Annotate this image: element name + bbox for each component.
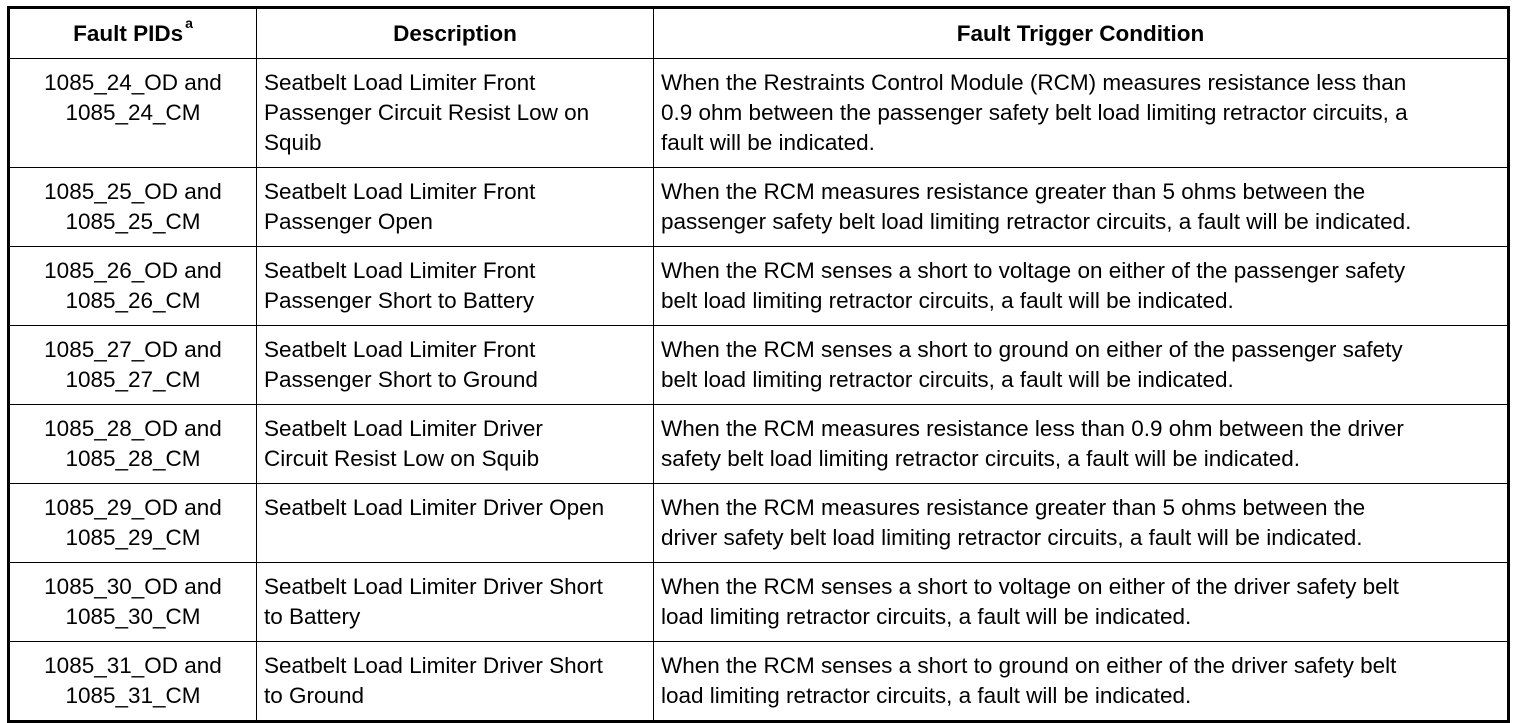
cell-trigger-condition (654, 326, 1509, 405)
cell-fault-pid (9, 484, 257, 563)
cell-fault-pid-line: 1085_31_OD and (44, 653, 222, 678)
table-row (9, 642, 1509, 722)
cell-fault-pid (9, 168, 257, 247)
table-row (9, 326, 1509, 405)
cell-trigger-condition-line: When the Restraints Control Module (RCM) measures resistance less than (661, 70, 1407, 95)
table-header (9, 8, 1509, 59)
cell-description (257, 59, 654, 168)
cell-trigger-condition-line: When the RCM measures resistance greater than 5 ohms between the (661, 495, 1366, 520)
cell-fault-pid-line: 1085_30_CM (65, 604, 201, 629)
cell-trigger-condition-line: 0.9 ohm between the passenger safety belt load limiting retractor circuits, a (661, 100, 1408, 125)
cell-description-line: Squib (264, 130, 322, 155)
cell-trigger-condition-line: belt load limiting retractor circuits, a fault will be indicated. (661, 288, 1234, 313)
cell-fault-pid-line: 1085_26_OD and (44, 258, 222, 283)
cell-trigger-condition (654, 59, 1509, 168)
cell-trigger-condition (654, 642, 1509, 722)
cell-fault-pid-line: 1085_28_CM (65, 446, 201, 471)
cell-trigger-condition-line: load limiting retractor circuits, a fault will be indicated. (661, 683, 1192, 708)
cell-fault-pid-line: 1085_30_OD and (44, 574, 222, 599)
header-fault-pids-label: Fault PIDs (73, 20, 184, 46)
cell-fault-pid-line: 1085_31_CM (65, 683, 201, 708)
cell-description-line: Passenger Circuit Resist Low on (264, 100, 590, 125)
cell-trigger-condition-line: fault will be indicated. (661, 130, 875, 155)
cell-description-line: Passenger Short to Ground (264, 367, 538, 392)
cell-description-line: Seatbelt Load Limiter Front (264, 337, 536, 362)
footnote-marker: a (185, 15, 193, 31)
cell-description (257, 484, 654, 563)
cell-description-line: Seatbelt Load Limiter Front (264, 258, 536, 283)
cell-trigger-condition (654, 168, 1509, 247)
cell-description (257, 642, 654, 722)
cell-fault-pid-line: 1085_29_OD and (44, 495, 222, 520)
cell-fault-pid (9, 247, 257, 326)
fault-pid-table (7, 6, 1510, 723)
cell-description-line: Seatbelt Load Limiter Front (264, 179, 536, 204)
table-row (9, 563, 1509, 642)
cell-fault-pid-line: 1085_27_OD and (44, 337, 222, 362)
cell-description (257, 405, 654, 484)
cell-trigger-condition (654, 563, 1509, 642)
cell-fault-pid-line: 1085_29_CM (65, 525, 201, 550)
cell-fault-pid-line: 1085_24_CM (65, 100, 201, 125)
cell-trigger-condition-line: driver safety belt load limiting retractor circuits, a fault will be indicated. (661, 525, 1363, 550)
cell-description-line: Passenger Short to Battery (264, 288, 535, 313)
cell-description-line: to Ground (264, 683, 365, 708)
cell-trigger-condition-line: belt load limiting retractor circuits, a fault will be indicated. (661, 367, 1234, 392)
cell-fault-pid-line: 1085_26_CM (65, 288, 201, 313)
cell-trigger-condition-line: When the RCM senses a short to ground on either of the driver safety belt (661, 653, 1397, 678)
cell-trigger-condition-line: When the RCM measures resistance greater than 5 ohms between the (661, 179, 1366, 204)
cell-trigger-condition-line: When the RCM senses a short to voltage on either of the passenger safety (661, 258, 1406, 283)
table-row (9, 168, 1509, 247)
cell-description-line: Seatbelt Load Limiter Driver Short (264, 574, 603, 599)
cell-fault-pid-line: 1085_27_CM (65, 367, 201, 392)
cell-fault-pid-line: 1085_24_OD and (44, 70, 222, 95)
cell-fault-pid (9, 326, 257, 405)
table-row (9, 484, 1509, 563)
header-description: Description (257, 8, 654, 59)
header-row (9, 8, 1509, 59)
cell-description-line: Seatbelt Load Limiter Driver Short (264, 653, 603, 678)
cell-fault-pid (9, 405, 257, 484)
cell-fault-pid-line: 1085_28_OD and (44, 416, 222, 441)
cell-description (257, 326, 654, 405)
cell-description-line: to Battery (264, 604, 361, 629)
cell-trigger-condition-line: When the RCM senses a short to voltage on either of the driver safety belt (661, 574, 1399, 599)
table-row (9, 405, 1509, 484)
cell-fault-pid-line: 1085_25_CM (65, 209, 201, 234)
cell-description-line: Passenger Open (264, 209, 433, 234)
cell-description-line: Seatbelt Load Limiter Driver Open (264, 495, 605, 520)
cell-fault-pid (9, 59, 257, 168)
cell-fault-pid (9, 563, 257, 642)
cell-description (257, 563, 654, 642)
cell-description-line: Seatbelt Load Limiter Front (264, 70, 536, 95)
cell-trigger-condition-line: When the RCM senses a short to ground on either of the passenger safety (661, 337, 1403, 362)
table-row (9, 59, 1509, 168)
cell-description (257, 168, 654, 247)
table-row (9, 247, 1509, 326)
cell-trigger-condition-line: passenger safety belt load limiting retractor circuits, a fault will be indicated. (661, 209, 1412, 234)
cell-trigger-condition (654, 405, 1509, 484)
cell-description-line: Seatbelt Load Limiter Driver (264, 416, 543, 441)
cell-trigger-condition-line: When the RCM measures resistance less than 0.9 ohm between the driver (661, 416, 1404, 441)
cell-fault-pid-line: 1085_25_OD and (44, 179, 222, 204)
cell-trigger-condition-line: load limiting retractor circuits, a fault will be indicated. (661, 604, 1192, 629)
header-fault-trigger-condition: Fault Trigger Condition (654, 8, 1509, 59)
cell-trigger-condition-line: safety belt load limiting retractor circuits, a fault will be indicated. (661, 446, 1301, 471)
header-fault-pids (9, 8, 257, 59)
table-body (9, 59, 1509, 722)
cell-fault-pid (9, 642, 257, 722)
cell-trigger-condition (654, 247, 1509, 326)
cell-description-line: Circuit Resist Low on Squib (264, 446, 540, 471)
cell-description (257, 247, 654, 326)
cell-trigger-condition (654, 484, 1509, 563)
